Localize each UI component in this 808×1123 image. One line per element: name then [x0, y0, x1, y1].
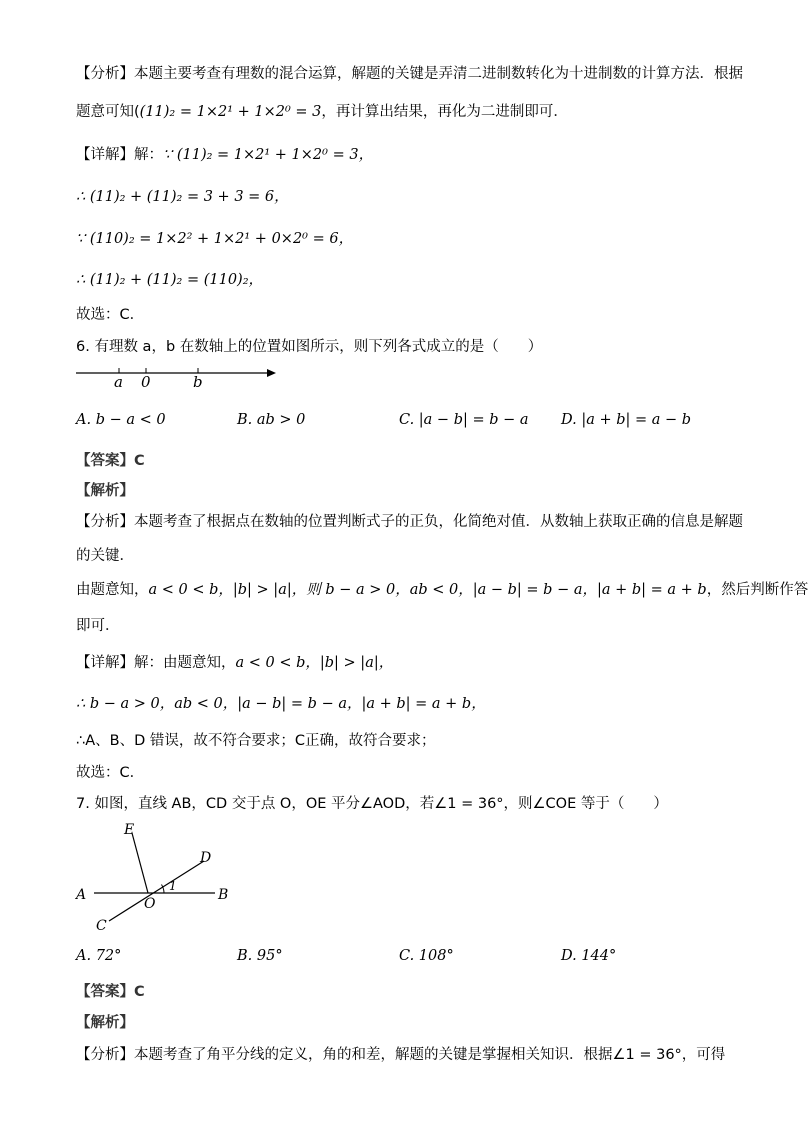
choice-line-q5: 故选：C．	[76, 307, 145, 323]
analysis-6-line-3-suffix: ，然后判断作答	[706, 582, 808, 598]
label-d: D	[200, 850, 212, 866]
question-7: 7. 如图，直线 AB，CD 交于点 O，OE 平分∠AOD，若∠1 = 36°，则∠COE 等于（ ）	[76, 796, 668, 812]
label-b: b	[193, 373, 203, 391]
number-line-arrow	[267, 369, 276, 377]
line-cd	[109, 861, 204, 921]
analysis-7-line-1: 【分析】本题考查了角平分线的定义，角的和差，解题的关键是掌握相关知识．根据∠1 = 36°，可得	[76, 1047, 726, 1063]
detail-6-line-2: ∴ b − a > 0，ab < 0，|a − b| = b − a，|a + b| = a + b，	[76, 696, 486, 712]
analysis-line-1: 【分析】本题主要考查有理数的混合运算，解题的关键是弄清二进制数转化为十进制数的计算方法．根据	[76, 66, 743, 82]
analysis-line-2-suffix: ，再计算出结果，再化为二进制即可．	[321, 104, 568, 120]
angle-figure	[72, 818, 242, 938]
formula-binary-11: (11)₂ = 1×2¹ + 1×2⁰ = 3	[139, 104, 322, 120]
analysis-line-2-prefix: 题意可知(	[76, 104, 140, 120]
analysis-heading-6: 【解析】	[76, 483, 134, 499]
analysis-6-line-3-prefix: 由题意知，	[76, 582, 149, 598]
formula-detail-3: ∵ (110)₂ = 1×2² + 1×2¹ + 0×2⁰ = 6，	[76, 231, 354, 247]
label-e: E	[124, 822, 135, 838]
detail-label: 【详解】解：	[76, 147, 163, 163]
ray-oe	[132, 833, 148, 893]
analysis-6-condition: a < 0 < b，|b| > |a|，则 b − a > 0，ab < 0，|a − b| = b − a，|a + b| = a + b	[148, 582, 707, 598]
option-6-a: A. b − a < 0	[76, 412, 166, 428]
analysis-6-line-3	[76, 578, 808, 599]
analysis-6-line-1: 【分析】本题考查了根据点在数轴的位置判断式子的正负，化简绝对值．从数轴上获取正确的信息是解题	[76, 514, 743, 530]
question-6: 6. 有理数 a，b 在数轴上的位置如图所示，则下列各式成立的是（ ）	[76, 339, 543, 355]
option-7-d: D. 144°	[561, 948, 617, 964]
label-a-point: A	[76, 887, 87, 903]
label-a: a	[114, 373, 123, 391]
option-7-c: C. 108°	[399, 948, 454, 964]
label-0: 0	[141, 373, 151, 391]
label-o: O	[144, 896, 156, 912]
detail-line-1	[76, 143, 373, 164]
analysis-6-line-4: 即可．	[76, 618, 120, 634]
formula-detail-1: ∵ (11)₂ = 1×2¹ + 1×2⁰ = 3，	[163, 147, 374, 163]
label-b-point: B	[218, 887, 229, 903]
analysis-line-2	[76, 100, 568, 121]
analysis-6-line-2: 的关键．	[76, 548, 134, 564]
choice-line-q6: 故选：C．	[76, 765, 145, 781]
detail-6-condition: a < 0 < b，|b| > |a|，	[235, 655, 394, 671]
option-6-b: B. ab > 0	[237, 412, 306, 428]
answer-6: 【答案】C	[76, 453, 145, 469]
detail-6-line-3: ∴A、B、D 错误，故不符合要求；C正确，故符合要求；	[76, 733, 436, 749]
option-6-c: C. |a − b| = b − a	[399, 412, 529, 428]
label-c: C	[96, 918, 107, 934]
analysis-heading-7: 【解析】	[76, 1015, 134, 1031]
formula-detail-4: ∴ (11)₂ + (11)₂ = (110)₂，	[76, 272, 264, 288]
angle-1-arc	[162, 885, 165, 894]
option-6-d: D. |a + b| = a − b	[561, 412, 692, 428]
number-line-figure	[72, 362, 284, 392]
detail-6-prefix: 【详解】解：由题意知，	[76, 655, 236, 671]
label-angle-1: 1	[169, 879, 177, 893]
formula-detail-2: ∴ (11)₂ + (11)₂ = 3 + 3 = 6，	[76, 189, 289, 205]
answer-7: 【答案】C	[76, 984, 145, 1000]
option-7-a: A. 72°	[76, 948, 122, 964]
option-7-b: B. 95°	[237, 948, 283, 964]
detail-6-line-1	[76, 651, 393, 672]
